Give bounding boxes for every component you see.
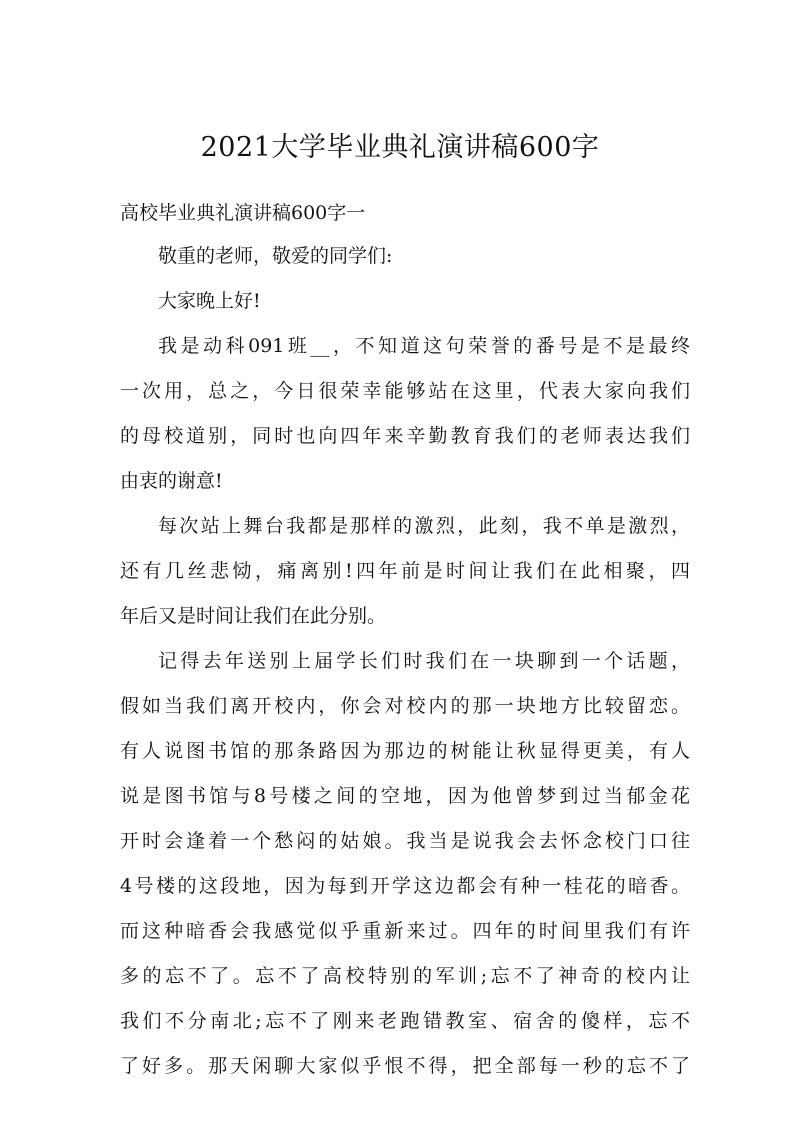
text-line: 敬重的老师，敬爱的同学们: xyxy=(158,245,393,267)
text-line: 的母校道别，同时也向四年来辛勤教育我们的老师表达我们 xyxy=(120,425,690,447)
text-line: 有人说图书馆的那条路因为那边的树能让秋显得更美，有人 xyxy=(120,740,690,762)
text-line: 我是动科091班__，不知道这句荣誉的番号是不是最终 xyxy=(158,335,690,357)
text-line: 由衷的谢意! xyxy=(120,470,223,492)
document-body xyxy=(120,240,690,1095)
text-line: 记得去年送别上届学长们时我们在一块聊到一个话题， xyxy=(158,650,690,672)
text-line: 开时会逢着一个愁闷的姑娘。我当是说我会去怀念校门口往 xyxy=(120,830,690,852)
text-line: 多的忘不了。忘不了高校特别的军训;忘不了神奇的校内让 xyxy=(120,965,690,987)
text-line: 了好多。那天闲聊大家似乎恨不得，把全部每一秒的忘不了 xyxy=(120,1055,690,1077)
text-line: 说是图书馆与8号楼之间的空地，因为他曾梦到过当郁金花 xyxy=(120,785,690,807)
text-line: 大家晚上好! xyxy=(158,290,261,312)
text-line: 我们不分南北;忘不了刚来老跑错教室、宿舍的傻样，忘不 xyxy=(120,1010,690,1032)
text-line: 一次用，总之，今日很荣幸能够站在这里，代表大家向我们 xyxy=(120,380,690,402)
text-line: 假如当我们离开校内，你会对校内的那一块地方比较留恋。 xyxy=(120,695,690,717)
text-line: 年后又是时间让我们在此分别。 xyxy=(120,605,387,627)
text-line: 每次站上舞台我都是那样的激烈，此刻，我不单是激烈， xyxy=(158,515,690,537)
text-line: 还有几丝悲恸，痛离别!四年前是时间让我们在此相聚，四 xyxy=(120,560,690,582)
text-line: 4号楼的这段地，因为每到开学这边都会有种一桂花的暗香。 xyxy=(120,875,690,897)
text-line: 而这种暗香会我感觉似乎重新来过。四年的时间里我们有许 xyxy=(120,920,690,942)
document-subtitle: 高校毕业典礼演讲稿600字一 xyxy=(120,202,366,224)
document-title: 2021大学毕业典礼演讲稿600字 xyxy=(200,132,600,163)
